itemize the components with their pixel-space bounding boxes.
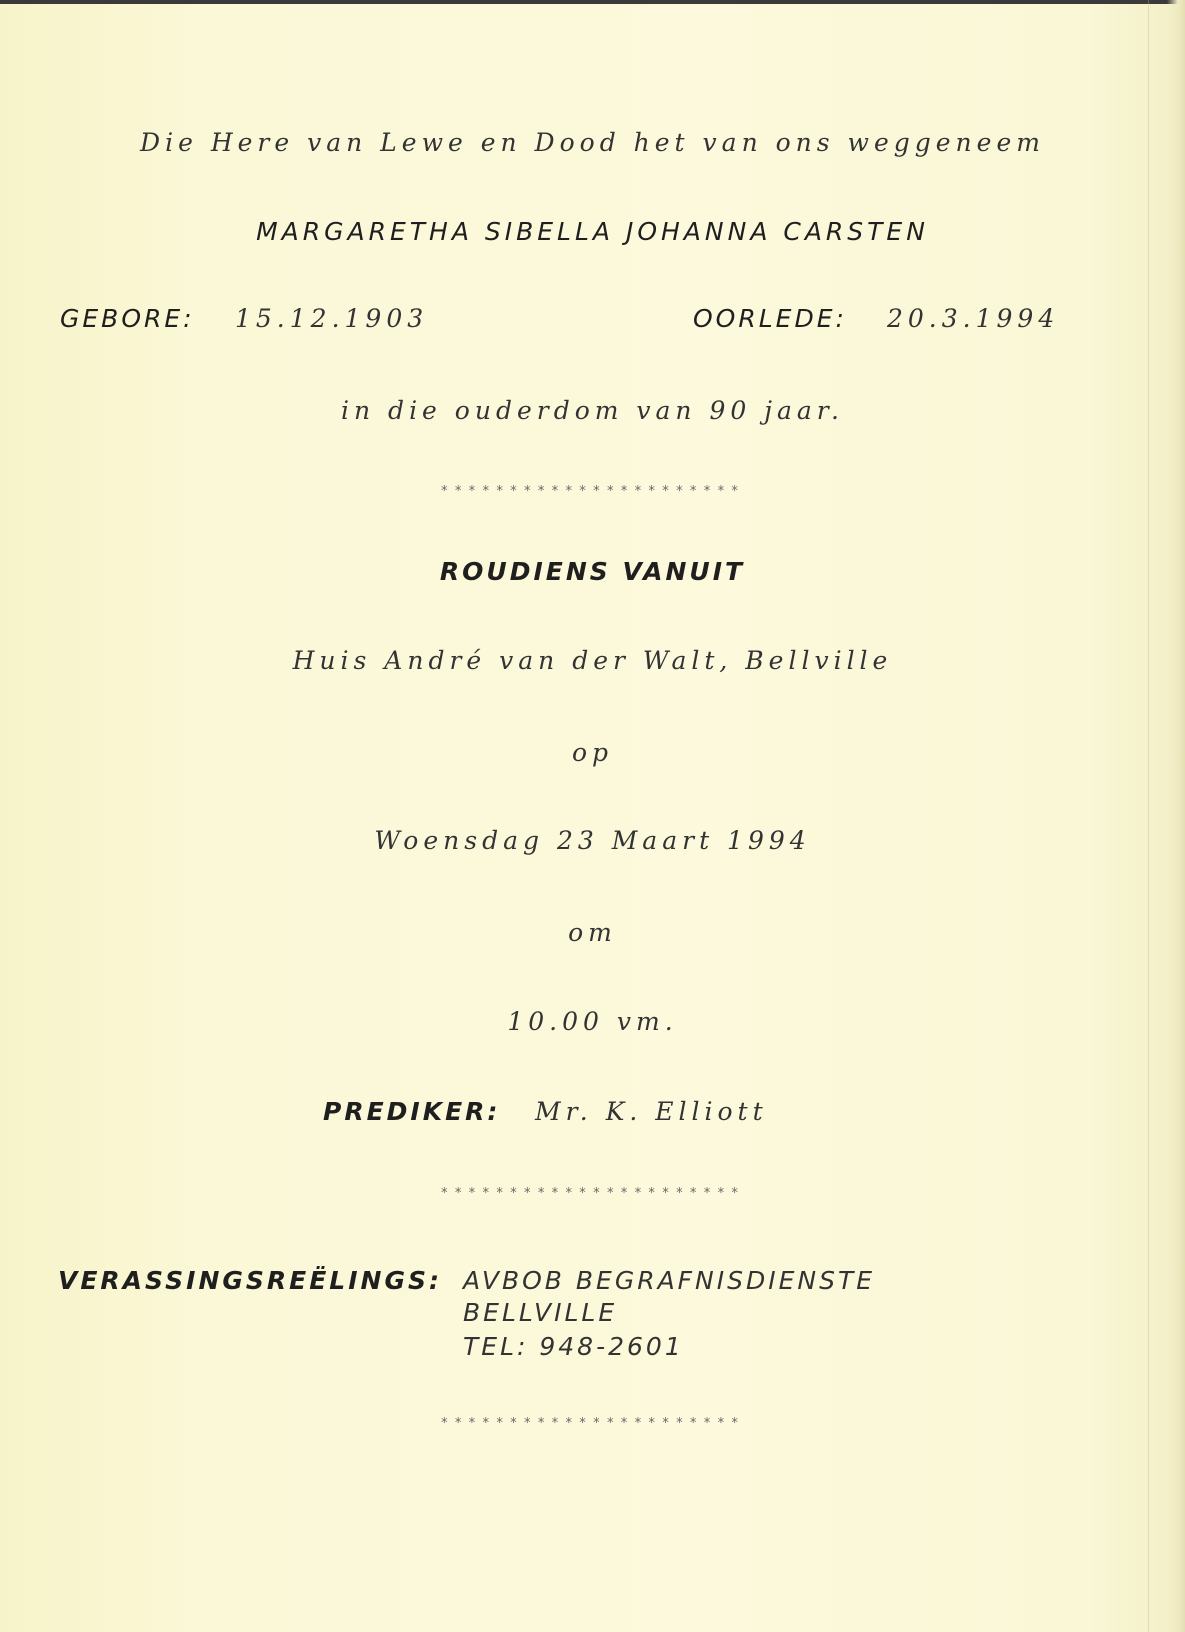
arrangements-line-3: TEL: 948-2601 (463, 1332, 684, 1361)
service-on: op (571, 738, 614, 767)
born-date: 15.12.1903 (235, 304, 429, 333)
died-date: 20.3.1994 (887, 304, 1060, 333)
arrangements-line-1: AVBOB BEGRAFNISDIENSTE (463, 1266, 876, 1295)
divider-3: ********************** (440, 1416, 745, 1431)
service-place: Huis André van der Walt, Bellville (292, 646, 893, 675)
service-date: Woensdag 23 Maart 1994 (374, 826, 811, 855)
service-heading: ROUDIENS VANUIT (439, 557, 746, 586)
preacher-name: Mr. K. Elliott (535, 1097, 768, 1126)
intro-line: Die Here van Lewe en Dood het van ons weggeneem (140, 128, 1045, 157)
age-line: in die ouderdom van 90 jaar. (341, 396, 844, 425)
died-label: OORLEDE: (693, 304, 847, 333)
top-border (0, 0, 1185, 4)
service-at: om (568, 918, 617, 947)
arrangements-line-2: BELLVILLE (463, 1298, 618, 1327)
preacher-label: PREDIKER: (323, 1097, 501, 1126)
divider-2: ********************** (440, 1186, 745, 1201)
deceased-name: MARGARETHA SIBELLA JOHANNA CARSTEN (256, 217, 929, 246)
born-label: GEBORE: (60, 304, 195, 333)
divider-1: ********************** (440, 484, 745, 499)
service-time: 10.00 vm. (507, 1007, 678, 1036)
arrangements-label: VERASSINGSREËLINGS: (58, 1266, 442, 1295)
